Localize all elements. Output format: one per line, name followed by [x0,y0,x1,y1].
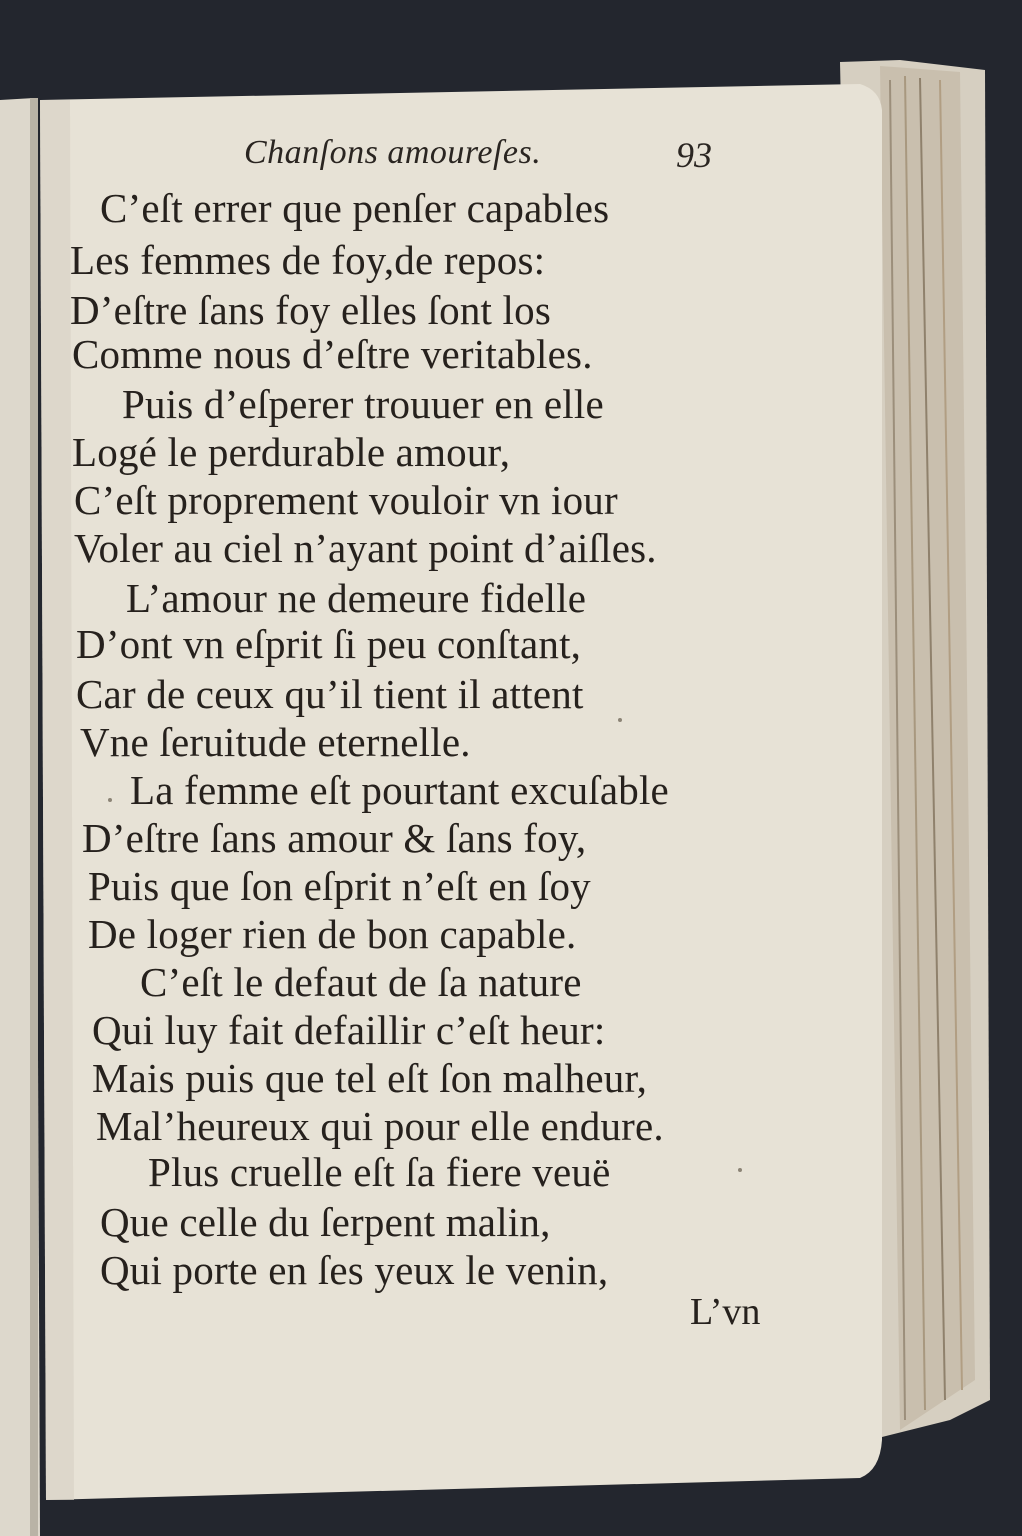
verse-line: Logé le perdurable amour, [72,429,511,475]
verse-line: Les femmes de foy,de repos: [70,237,546,283]
verse-line: D’eſtre ſans amour & ſans foy, [82,815,587,861]
verse-line: Voler au ciel n’ayant point d’aiſles. [74,525,657,571]
verse-line: Mal’heureux qui pour elle endure. [96,1103,664,1149]
page-number: 93 [676,135,712,175]
verse-line: Comme nous d’eſtre veritables. [72,331,593,377]
verse-line: Puis d’eſperer trouuer en elle [122,381,604,427]
verse-line: Mais puis que tel eſt ſon malheur, [92,1055,648,1101]
verse-line: La femme eſt pourtant excuſable [130,767,669,813]
verse-line: C’eſt errer que penſer capables [100,185,610,231]
verse-line: Car de ceux qu’il tient il attent [76,671,584,717]
catchword: L’vn [690,1291,761,1333]
verse-line: Puis que ſon eſprit n’eſt en ſoy [88,863,591,909]
verse-line: Vne ſeruitude eternelle. [80,719,471,765]
verse-line: L’amour ne demeure fidelle [126,575,587,621]
verse-line: D’eſtre ſans foy elles ſont los [70,287,552,333]
running-head: Chanſons amoureſes. [244,134,542,171]
verse-line: Que celle du ſerpent malin, [100,1199,551,1245]
verse-line: D’ont vn eſprit ſi peu conſtant, [76,621,582,667]
verse-line: Qui porte en ſes yeux le venin, [100,1247,609,1293]
verse-line: C’eſt le defaut de ſa nature [140,959,582,1005]
verse-line: Plus cruelle eſt ſa fiere veuë [148,1149,611,1195]
verse-line: De loger rien de bon capable. [88,911,577,957]
verse-line: C’eſt proprement vouloir vn iour [74,477,618,523]
verse-line: Qui luy fait defaillir c’eſt heur: [92,1007,606,1053]
